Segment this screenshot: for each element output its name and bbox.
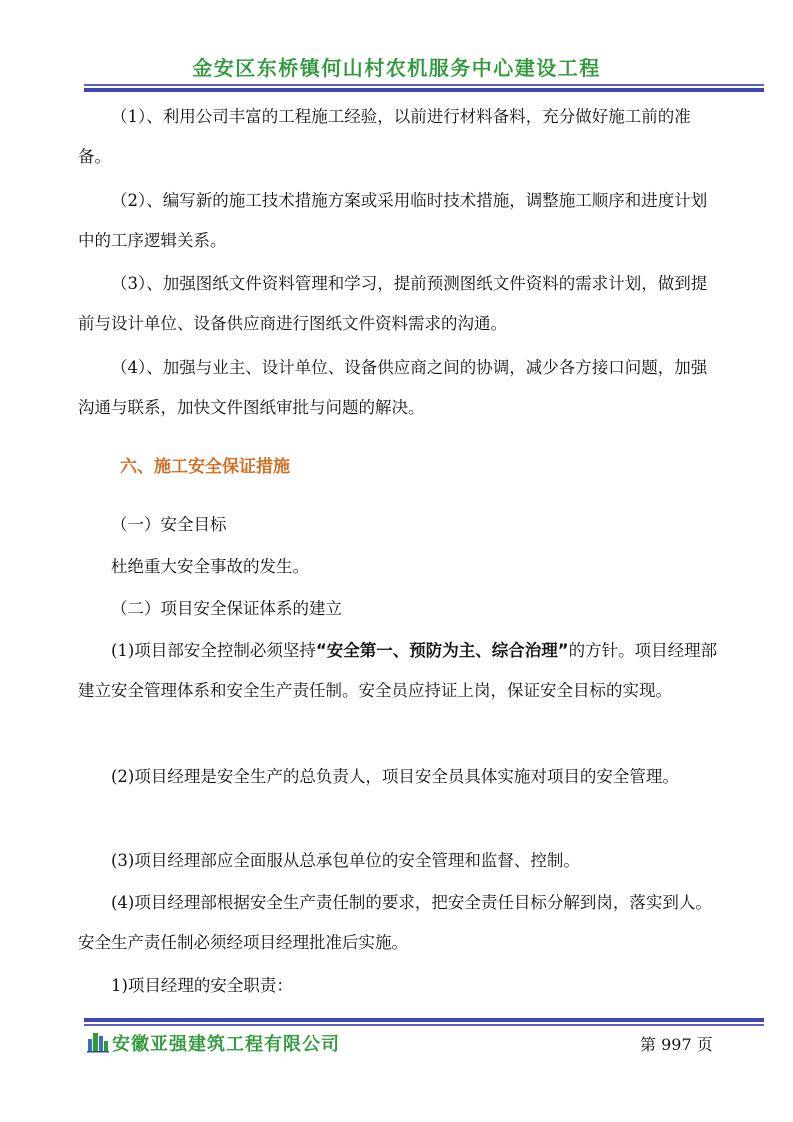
page-number: 第 997 页	[640, 1035, 713, 1054]
footer-rule-thick	[84, 1018, 764, 1022]
subsection-1-heading: （一）安全目标	[111, 515, 227, 534]
item-1-prefix: (1)项目部安全控制必须坚持	[111, 641, 316, 660]
paragraph-3: （3）、加强图纸文件资料管理和学习，提前预测图纸文件资料的需求计划，做到提前与设计单位、设备供应商进行图纸文件资料需求的沟通。	[78, 274, 708, 333]
header-title: 金安区东桥镇何山村农机服务中心建设工程	[192, 56, 601, 80]
safety-goal-text: 杜绝重大安全事故的发生。	[111, 557, 309, 576]
paragraph-1: （1）、利用公司丰富的工程施工经验，以前进行材料备料，充分做好施工前的准备。	[78, 107, 691, 166]
header-rule-thick	[84, 88, 764, 92]
building-logo-icon	[86, 1029, 110, 1053]
item-2-paragraph: (2)项目经理是安全生产的总负责人，项目安全员具体实施对项目的安全管理。	[111, 767, 679, 786]
paragraph-4: （4）、加强与业主、设计单位、设备供应商之间的协调，减少各方接口问题，加强沟通与联系，加快文件图纸审批与问题的解决。	[78, 358, 708, 417]
section-title: 六、施工安全保证措施	[120, 457, 290, 477]
paragraph-2: （2）、编写新的施工技术措施方案或采用临时技术措施，调整施工顺序和进度计划中的工序逻辑关系。	[78, 191, 708, 250]
header-rule-thin	[84, 84, 764, 86]
footer-rule-thin	[84, 1024, 764, 1026]
item-1-paragraph	[78, 631, 722, 711]
subsection-2-heading: （二）项目安全保证体系的建立	[111, 599, 342, 618]
safety-policy-slogan: “安全第一、预防为主、综合治理”	[315, 641, 569, 660]
item-5-paragraph: 1)项目经理的安全职责：	[111, 976, 293, 995]
footer-company-name: 安徽亚强建筑工程有限公司	[112, 1034, 340, 1055]
item-4-paragraph: (4)项目经理部根据安全生产责任制的要求，把安全责任目标分解到岗，落实到人。安全生产责任制必须经项目经理批准后实施。	[78, 893, 712, 952]
item-1-suffix: 的方针。项目经理部建立安全管理体系和安全生产责任制。安全员应持证上岗，保证安全目标的实现。	[78, 641, 718, 700]
item-3-paragraph: (3)项目经理部应全面服从总承包单位的安全管理和监督、控制。	[111, 851, 580, 870]
